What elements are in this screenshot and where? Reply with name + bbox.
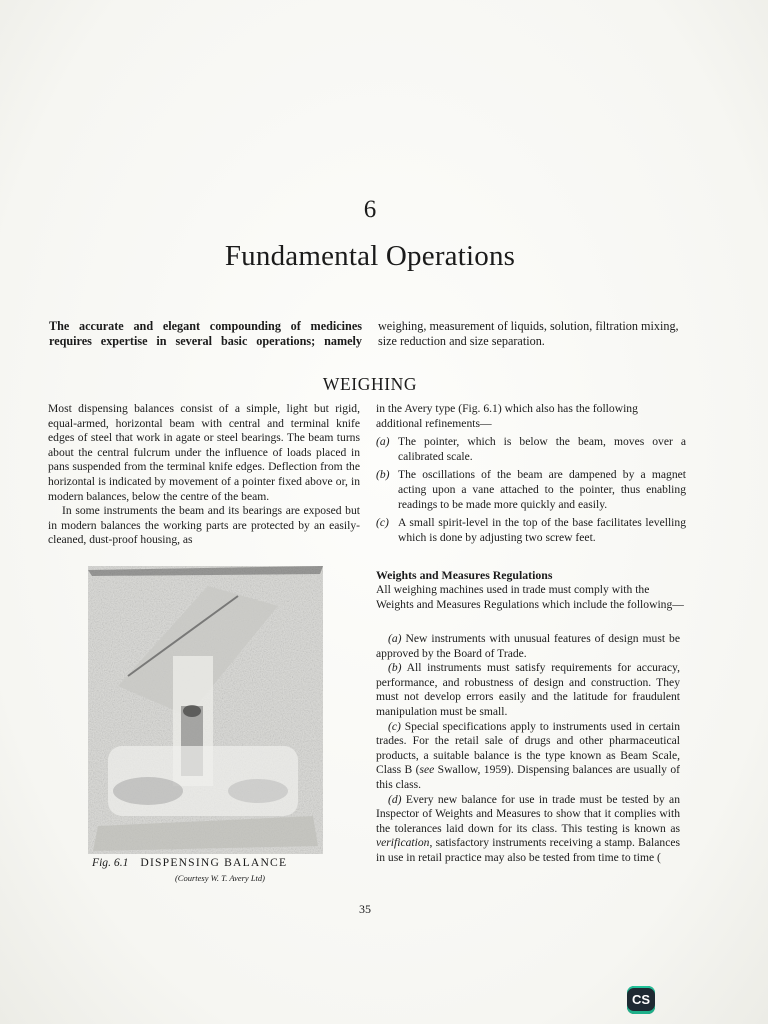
right-column-refinements: [376, 402, 686, 545]
subheading-weights-measures: Weights and Measures Regulations: [376, 568, 553, 582]
regulation-item: [376, 632, 680, 661]
intro-text-left: The accurate and elegant compounding of medicines requires expertise in several basic operations; namely: [49, 319, 362, 348]
refinement-marker: (c): [376, 516, 389, 530]
camscanner-logo: CS: [627, 986, 655, 1014]
regulation-marker: (b): [388, 661, 402, 675]
refinement-text: The oscillations of the beam are dampened by a magnet acting upon a vane attached to the pointer, thus enabling readings to be made more quickly and easily.: [398, 468, 686, 511]
regulation-marker: (a): [388, 632, 402, 645]
refinement-marker: (b): [376, 468, 390, 482]
regulation-text: All instruments must satisfy requirements for accuracy, performance, and robustness of design and construction. They must not develop errors easily and the latitude for fraudulent manipulation must be small.: [376, 661, 680, 718]
chapter-number: 6: [363, 196, 377, 223]
regulation-marker: (c): [388, 719, 401, 733]
regulation-text: , satisfactory instruments receiving a stamp. Balances in use in retail practice may also be tested from time to time (: [376, 836, 680, 864]
left-column: [48, 402, 360, 548]
regulation-item: [376, 720, 680, 793]
regulation-text: Special specifications apply to instruments used in certain trades. For the retail sale of drugs and other pharmaceutical products, a suitable balance is the type known as Beam Scale, Class B (: [376, 719, 680, 777]
regulation-term: verification: [376, 836, 430, 850]
figure-credit: (Courtesy W. T. Avery Ltd): [174, 873, 266, 883]
regulation-text: Every new balance for use in trade must be tested by an Inspector of Weights and Measures to show that it complies with the tolerances laid down for its class. This testing is known as: [376, 792, 680, 835]
refinement-marker: (a): [376, 435, 390, 449]
regulation-marker: (d): [388, 792, 402, 806]
paragraph-balance-housing: In some instruments the beam and its bearings are exposed but in modern balances the working parts are protected by an easily-cleaned, dust-proof housing, as: [48, 504, 360, 547]
figure-number: Fig. 6.1: [92, 856, 129, 869]
refinement-item: [376, 468, 686, 512]
chapter-title: Fundamental Operations: [224, 240, 516, 272]
figure-title: DISPENSING BALANCE: [140, 856, 288, 869]
section-heading-weighing: WEIGHING: [322, 374, 418, 394]
dispensing-balance-photo: [88, 566, 323, 854]
refinements-lead: in the Avery type (Fig. 6.1) which also has the following additional refinements—: [376, 402, 638, 430]
regulations-list: [376, 632, 680, 866]
regulation-text: Swallow, 1959). Dispensing balances are usually of this class.: [376, 763, 681, 791]
regulations-intro: All weighing machines used in trade must comply with the Weights and Measures Regulations which include the following—: [376, 583, 684, 611]
regulation-item: [376, 793, 680, 866]
regulation-text: New instruments with unusual features of design must be approved by the Board of Trade.: [376, 632, 680, 660]
refinement-item: [376, 435, 686, 464]
refinement-text: A small spirit-level in the top of the base facilitates levelling which is done by adjusting two screw feet.: [398, 516, 686, 544]
refinement-item: [376, 516, 686, 545]
refinement-text: The pointer, which is below the beam, moves over a calibrated scale.: [398, 435, 686, 463]
regulation-item: [376, 661, 680, 719]
page-number: 35: [359, 902, 371, 916]
intro-text-right: weighing, measurement of liquids, solution, filtration mixing, size reduction and size separation.: [378, 319, 679, 348]
paragraph-balance-construction: Most dispensing balances consist of a simple, light but rigid, equal-armed, horizontal beam with central and terminal knife edges of steel that work in agate or steel bearings. The beam turns about the central fulcrum under the influence of loads placed in pans suspended from the terminal knife edges. Deflection from the horizontal is indicated by movement of a pointer fixed above or, in modern balances, below the centre of the beam.: [48, 402, 360, 503]
regulation-see: see: [419, 763, 435, 777]
figure-caption: [92, 856, 332, 869]
